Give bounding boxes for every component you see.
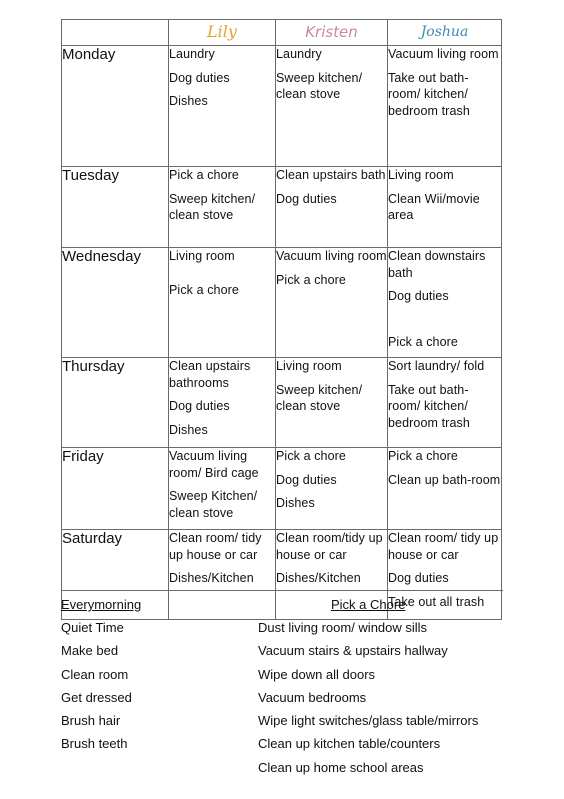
chore-item: Clean up bath-room: [388, 472, 501, 487]
list-item: Make bed: [61, 643, 119, 659]
chore-item: Clean upstairs bathrooms: [169, 359, 251, 390]
chore-item: Vacuum living room: [388, 47, 499, 61]
chore-item: Dog duties: [276, 191, 337, 206]
list-item: Brush hair: [61, 713, 121, 729]
chore-item: Pick a chore: [276, 272, 346, 287]
header-lily: Lily: [169, 20, 276, 46]
chore-item: Dog duties: [276, 472, 337, 487]
table-header-row: [62, 20, 502, 46]
list-item: Clean up kitchen table/counters: [258, 736, 441, 752]
chore-item: Sweep kitchen/ clean stove: [276, 70, 363, 101]
chore-item: Clean room/tidy up house or car: [276, 531, 383, 562]
list-item: Wipe light switches/glass table/mirrors: [258, 713, 479, 729]
pick-a-chore-list: [258, 596, 538, 782]
header-kristen: Kristen: [276, 20, 388, 46]
list-item: Clean room: [61, 666, 129, 682]
chore-item: Dishes/Kitchen: [169, 571, 254, 585]
chore-item: Clean room/ tidy up house or car: [388, 531, 499, 562]
chore-item: Living room: [276, 359, 342, 373]
joshua-chores: [388, 167, 502, 248]
lily-chores: [169, 46, 276, 167]
list-item: Dust living room/ window sills: [258, 620, 428, 635]
table-row: [62, 358, 502, 448]
corner-cell: [62, 20, 169, 46]
list-item: Vacuum bedrooms: [258, 689, 367, 705]
chore-schedule-table: [61, 19, 502, 620]
chore-item: Sweep kitchen/ clean stove: [169, 191, 256, 222]
chore-item: Pick a chore: [276, 449, 346, 463]
chore-item: Clean upstairs bath: [276, 168, 386, 182]
day-label: Monday: [62, 46, 169, 167]
chore-item: Pick a chore: [388, 334, 458, 349]
kristen-chores: [276, 46, 388, 167]
chore-item: Dog duties: [169, 70, 230, 85]
chore-item: Take out bath-room/ kitchen/ bedroom trash: [388, 382, 470, 430]
day-label: Tuesday: [62, 167, 169, 248]
chore-item: Dishes: [169, 94, 208, 108]
lily-chores: [169, 358, 276, 448]
chore-item: Laundry: [169, 47, 215, 61]
everymorning-heading: Everymorning: [61, 597, 142, 612]
divider-line: [61, 590, 503, 591]
chore-item: Clean Wii/movie area: [388, 191, 480, 222]
list-item: Clean up home school areas: [258, 759, 424, 775]
chore-item: Living room: [388, 168, 454, 182]
table-row: [62, 46, 502, 167]
chore-item: Dishes: [276, 496, 315, 510]
lily-chores: [169, 248, 276, 358]
chore-item: Take out bath-room/ kitchen/ bedroom trash: [388, 70, 470, 118]
list-item: Brush teeth: [61, 736, 128, 752]
chore-item: Clean room/ tidy up house or car: [169, 531, 262, 562]
table-row: [62, 448, 502, 530]
table-row: [62, 248, 502, 358]
chore-item: Take out all trash: [388, 594, 485, 609]
chore-item: Dishes: [169, 422, 208, 437]
chore-item: Laundry: [276, 47, 322, 61]
kristen-chores: [276, 248, 388, 358]
chore-item: Sweep kitchen/ clean stove: [276, 382, 363, 413]
joshua-chores: [388, 448, 502, 530]
day-label: Friday: [62, 448, 169, 530]
list-item: Vacuum stairs & upstairs hallway: [258, 643, 448, 659]
pick-a-chore-heading: Pick a Chore: [331, 597, 406, 612]
chore-item: Sweep Kitchen/ clean stove: [169, 489, 258, 520]
chore-item: Vacuum living room/ Bird cage: [169, 449, 259, 480]
chore-item: Living room: [169, 249, 235, 263]
kristen-chores: [276, 358, 388, 448]
day-label: Saturday: [62, 530, 169, 620]
chore-item: Vacuum living room: [276, 249, 387, 263]
chore-item: Dog duties: [388, 571, 449, 585]
chore-item: Pick a chore: [169, 168, 239, 182]
chore-item: Pick a chore: [388, 449, 458, 463]
chore-item: Dishes/Kitchen: [276, 571, 361, 585]
lily-chores: [169, 448, 276, 530]
joshua-chores: [388, 248, 502, 358]
chore-item: Dog duties: [388, 289, 449, 303]
day-label: Wednesday: [62, 248, 169, 358]
chore-item: Clean downstairs bath: [388, 249, 486, 280]
chore-item: Pick a chore: [169, 282, 239, 297]
kristen-chores: [276, 448, 388, 530]
chore-item: Dog duties: [169, 399, 230, 413]
list-item: Quiet Time: [61, 620, 124, 635]
joshua-chores: [388, 358, 502, 448]
kristen-chores: [276, 167, 388, 248]
header-joshua: Joshua: [388, 20, 502, 46]
list-item: Get dressed: [61, 689, 132, 705]
chore-item: Sort laundry/ fold: [388, 359, 485, 373]
joshua-chores: [388, 46, 502, 167]
list-item: Wipe down all doors: [258, 666, 376, 682]
day-label: Thursday: [62, 358, 169, 448]
table-row: [62, 167, 502, 248]
lily-chores: [169, 167, 276, 248]
everymorning-list: [61, 596, 251, 759]
